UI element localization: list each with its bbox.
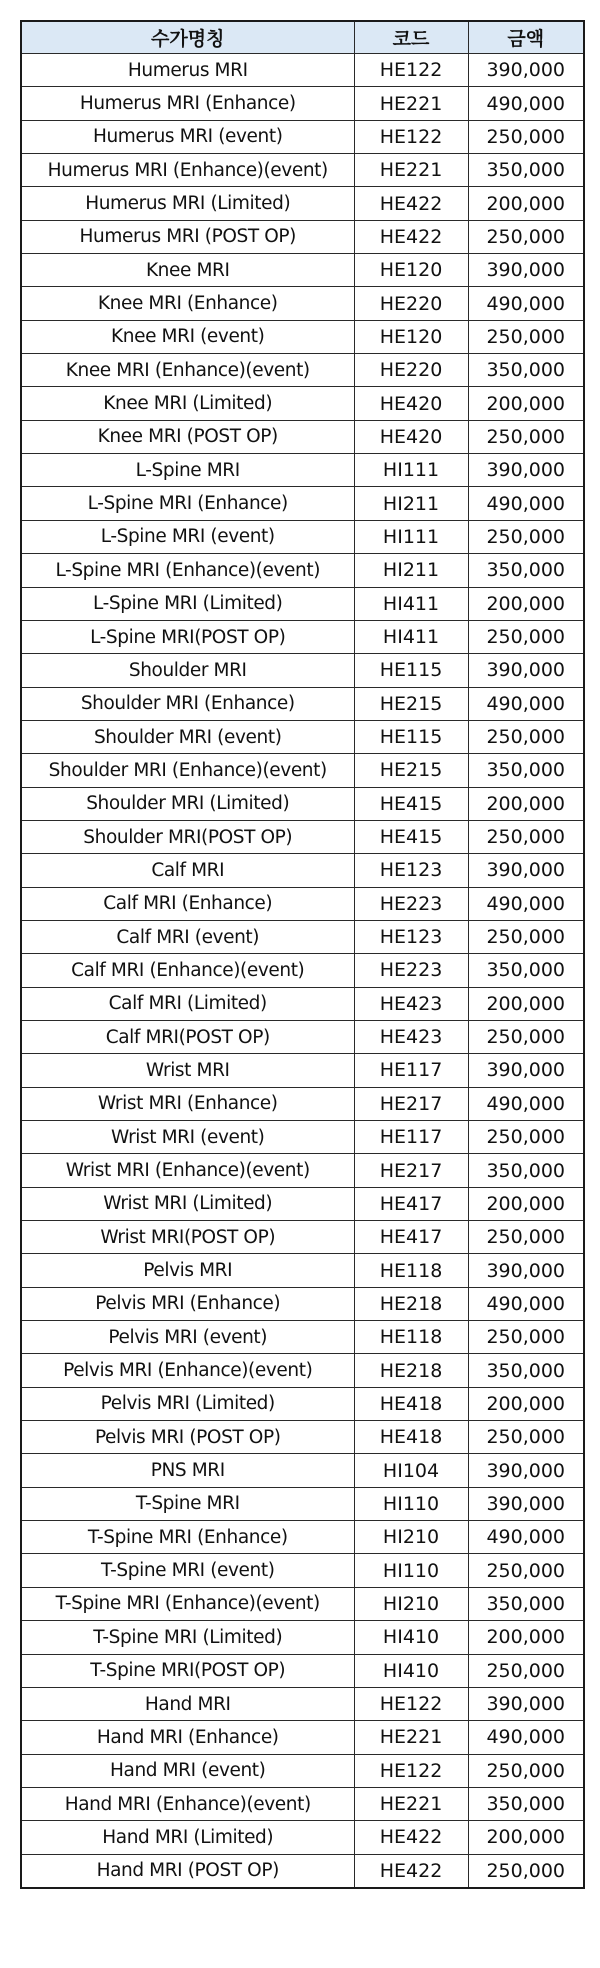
table-row xyxy=(21,1187,584,1220)
cell-amount: 250,000 xyxy=(468,820,584,853)
cell-code: HE423 xyxy=(354,987,468,1020)
table-row xyxy=(21,387,584,420)
cell-code: HI211 xyxy=(354,487,468,520)
cell-name: L-Spine MRI xyxy=(21,454,354,487)
cell-amount: 390,000 xyxy=(468,854,584,887)
cell-amount: 390,000 xyxy=(468,54,584,87)
cell-name: Pelvis MRI (Limited) xyxy=(21,1387,354,1420)
table-row xyxy=(21,1287,584,1320)
cell-amount: 250,000 xyxy=(468,1020,584,1053)
cell-amount: 250,000 xyxy=(468,1654,584,1687)
cell-amount: 350,000 xyxy=(468,554,584,587)
cell-amount: 200,000 xyxy=(468,1621,584,1654)
cell-amount: 490,000 xyxy=(468,87,584,120)
table-row xyxy=(21,920,584,953)
table-row xyxy=(21,1654,584,1687)
table-body xyxy=(21,54,584,1888)
cell-code: HE123 xyxy=(354,854,468,887)
cell-code: HI211 xyxy=(354,554,468,587)
cell-code: HI410 xyxy=(354,1621,468,1654)
cell-name: Humerus MRI (Enhance)(event) xyxy=(21,154,354,187)
cell-name: Calf MRI(POST OP) xyxy=(21,1020,354,1053)
table-row xyxy=(21,820,584,853)
cell-code: HE417 xyxy=(354,1187,468,1220)
cell-name: Calf MRI (event) xyxy=(21,920,354,953)
cell-code: HE221 xyxy=(354,1721,468,1754)
cell-code: HE223 xyxy=(354,954,468,987)
cell-amount: 250,000 xyxy=(468,920,584,953)
cell-name: Shoulder MRI (Enhance) xyxy=(21,687,354,720)
cell-code: HI410 xyxy=(354,1654,468,1687)
cell-amount: 200,000 xyxy=(468,1187,584,1220)
cell-code: HE218 xyxy=(354,1287,468,1320)
cell-amount: 490,000 xyxy=(468,1521,584,1554)
table-row xyxy=(21,220,584,253)
cell-amount: 390,000 xyxy=(468,1687,584,1720)
table-row xyxy=(21,787,584,820)
table-row xyxy=(21,954,584,987)
cell-code: HI110 xyxy=(354,1487,468,1520)
table-row xyxy=(21,87,584,120)
table-row xyxy=(21,1521,584,1554)
cell-name: Shoulder MRI(POST OP) xyxy=(21,820,354,853)
cell-name: T-Spine MRI (Enhance)(event) xyxy=(21,1587,354,1620)
cell-code: HE415 xyxy=(354,820,468,853)
cell-code: HE117 xyxy=(354,1121,468,1154)
table-row xyxy=(21,1854,584,1888)
cell-code: HE415 xyxy=(354,787,468,820)
cell-code: HE122 xyxy=(354,1687,468,1720)
cell-amount: 250,000 xyxy=(468,120,584,153)
table-row xyxy=(21,1387,584,1420)
cell-code: HE217 xyxy=(354,1087,468,1120)
table-row xyxy=(21,1354,584,1387)
cell-amount: 200,000 xyxy=(468,787,584,820)
table-row xyxy=(21,1487,584,1520)
cell-amount: 490,000 xyxy=(468,887,584,920)
cell-name: T-Spine MRI(POST OP) xyxy=(21,1654,354,1687)
cell-code: HE117 xyxy=(354,1054,468,1087)
table-row xyxy=(21,1621,584,1654)
cell-name: Calf MRI (Limited) xyxy=(21,987,354,1020)
cell-name: Humerus MRI (event) xyxy=(21,120,354,153)
cell-amount: 390,000 xyxy=(468,254,584,287)
cell-name: Knee MRI (Enhance) xyxy=(21,287,354,320)
cell-amount: 350,000 xyxy=(468,1154,584,1187)
cell-code: HE115 xyxy=(354,654,468,687)
header-name: 수가명칭 xyxy=(21,21,354,54)
table-row xyxy=(21,354,584,387)
table-row xyxy=(21,1421,584,1454)
cell-amount: 490,000 xyxy=(468,487,584,520)
table-row xyxy=(21,987,584,1020)
table-row xyxy=(21,320,584,353)
table-row xyxy=(21,1721,584,1754)
cell-code: HE420 xyxy=(354,387,468,420)
cell-name: Humerus MRI (Limited) xyxy=(21,187,354,220)
cell-name: Hand MRI (Limited) xyxy=(21,1821,354,1854)
cell-amount: 250,000 xyxy=(468,1221,584,1254)
cell-name: Wrist MRI (event) xyxy=(21,1121,354,1154)
cell-code: HI110 xyxy=(354,1554,468,1587)
cell-name: Shoulder MRI (Enhance)(event) xyxy=(21,754,354,787)
cell-name: Wrist MRI(POST OP) xyxy=(21,1221,354,1254)
cell-amount: 250,000 xyxy=(468,620,584,653)
cell-amount: 390,000 xyxy=(468,1454,584,1487)
table-row xyxy=(21,1787,584,1820)
cell-code: HE223 xyxy=(354,887,468,920)
cell-code: HI210 xyxy=(354,1521,468,1554)
table-row xyxy=(21,754,584,787)
table-row xyxy=(21,1121,584,1154)
cell-code: HE423 xyxy=(354,1020,468,1053)
cell-name: Hand MRI (POST OP) xyxy=(21,1854,354,1888)
cell-code: HE422 xyxy=(354,1854,468,1888)
cell-amount: 490,000 xyxy=(468,1087,584,1120)
cell-name: Hand MRI (Enhance)(event) xyxy=(21,1787,354,1820)
cell-name: PNS MRI xyxy=(21,1454,354,1487)
table-row xyxy=(21,1321,584,1354)
cell-name: Wrist MRI (Enhance)(event) xyxy=(21,1154,354,1187)
cell-amount: 200,000 xyxy=(468,387,584,420)
cell-code: HI111 xyxy=(354,454,468,487)
cell-amount: 350,000 xyxy=(468,954,584,987)
cell-name: L-Spine MRI (event) xyxy=(21,520,354,553)
cell-code: HE122 xyxy=(354,1754,468,1787)
cell-amount: 350,000 xyxy=(468,154,584,187)
cell-name: Hand MRI xyxy=(21,1687,354,1720)
cell-code: HE120 xyxy=(354,320,468,353)
cell-amount: 490,000 xyxy=(468,287,584,320)
table-row xyxy=(21,1087,584,1120)
cell-code: HE417 xyxy=(354,1221,468,1254)
cell-name: Pelvis MRI (Enhance)(event) xyxy=(21,1354,354,1387)
cell-amount: 490,000 xyxy=(468,1287,584,1320)
cell-name: Calf MRI (Enhance) xyxy=(21,887,354,920)
cell-code: HE221 xyxy=(354,154,468,187)
table-row xyxy=(21,187,584,220)
cell-name: Knee MRI (Enhance)(event) xyxy=(21,354,354,387)
table-row xyxy=(21,1687,584,1720)
price-table-container xyxy=(20,20,583,1889)
table-row xyxy=(21,654,584,687)
table-row xyxy=(21,1020,584,1053)
cell-code: HE122 xyxy=(354,54,468,87)
cell-name: L-Spine MRI(POST OP) xyxy=(21,620,354,653)
cell-amount: 490,000 xyxy=(468,1721,584,1754)
cell-code: HE418 xyxy=(354,1387,468,1420)
cell-name: Knee MRI (Limited) xyxy=(21,387,354,420)
cell-code: HE220 xyxy=(354,287,468,320)
table-row xyxy=(21,854,584,887)
table-row xyxy=(21,587,584,620)
cell-amount: 250,000 xyxy=(468,720,584,753)
cell-code: HI111 xyxy=(354,520,468,553)
cell-amount: 490,000 xyxy=(468,687,584,720)
table-row xyxy=(21,887,584,920)
cell-amount: 390,000 xyxy=(468,654,584,687)
cell-code: HI210 xyxy=(354,1587,468,1620)
cell-amount: 350,000 xyxy=(468,1354,584,1387)
table-row xyxy=(21,287,584,320)
cell-name: Hand MRI (Enhance) xyxy=(21,1721,354,1754)
cell-name: Calf MRI (Enhance)(event) xyxy=(21,954,354,987)
cell-code: HE115 xyxy=(354,720,468,753)
cell-amount: 390,000 xyxy=(468,1254,584,1287)
cell-name: L-Spine MRI (Enhance) xyxy=(21,487,354,520)
cell-amount: 250,000 xyxy=(468,1321,584,1354)
table-row xyxy=(21,454,584,487)
price-table xyxy=(20,20,585,1889)
table-row xyxy=(21,520,584,553)
cell-name: Wrist MRI (Enhance) xyxy=(21,1087,354,1120)
cell-code: HE217 xyxy=(354,1154,468,1187)
cell-amount: 200,000 xyxy=(468,987,584,1020)
cell-name: Shoulder MRI xyxy=(21,654,354,687)
cell-code: HE422 xyxy=(354,187,468,220)
table-row xyxy=(21,620,584,653)
table-header-row xyxy=(21,21,584,54)
cell-name: Shoulder MRI (Limited) xyxy=(21,787,354,820)
cell-code: HE218 xyxy=(354,1354,468,1387)
cell-name: Wrist MRI xyxy=(21,1054,354,1087)
table-row xyxy=(21,1587,584,1620)
cell-name: L-Spine MRI (Limited) xyxy=(21,587,354,620)
table-row xyxy=(21,720,584,753)
cell-name: Knee MRI (event) xyxy=(21,320,354,353)
table-row xyxy=(21,487,584,520)
cell-code: HE215 xyxy=(354,754,468,787)
table-row xyxy=(21,1221,584,1254)
cell-code: HE221 xyxy=(354,87,468,120)
cell-amount: 250,000 xyxy=(468,320,584,353)
cell-code: HE422 xyxy=(354,220,468,253)
cell-amount: 350,000 xyxy=(468,754,584,787)
table-row xyxy=(21,420,584,453)
cell-amount: 250,000 xyxy=(468,1554,584,1587)
cell-code: HE422 xyxy=(354,1821,468,1854)
table-row xyxy=(21,1554,584,1587)
cell-code: HE118 xyxy=(354,1254,468,1287)
header-amount: 금액 xyxy=(468,21,584,54)
cell-amount: 350,000 xyxy=(468,354,584,387)
table-row xyxy=(21,1054,584,1087)
table-row xyxy=(21,1454,584,1487)
cell-name: Humerus MRI xyxy=(21,54,354,87)
cell-name: T-Spine MRI (Enhance) xyxy=(21,1521,354,1554)
cell-amount: 250,000 xyxy=(468,1854,584,1888)
cell-code: HI411 xyxy=(354,620,468,653)
cell-name: Pelvis MRI (POST OP) xyxy=(21,1421,354,1454)
cell-name: Pelvis MRI (Enhance) xyxy=(21,1287,354,1320)
cell-amount: 350,000 xyxy=(468,1787,584,1820)
cell-name: Humerus MRI (Enhance) xyxy=(21,87,354,120)
cell-amount: 250,000 xyxy=(468,1121,584,1154)
cell-name: Calf MRI xyxy=(21,854,354,887)
cell-name: Pelvis MRI (event) xyxy=(21,1321,354,1354)
cell-amount: 200,000 xyxy=(468,1821,584,1854)
cell-code: HE420 xyxy=(354,420,468,453)
cell-amount: 350,000 xyxy=(468,1587,584,1620)
cell-name: Knee MRI xyxy=(21,254,354,287)
cell-amount: 250,000 xyxy=(468,1421,584,1454)
cell-amount: 390,000 xyxy=(468,1054,584,1087)
cell-name: Humerus MRI (POST OP) xyxy=(21,220,354,253)
cell-amount: 250,000 xyxy=(468,1754,584,1787)
cell-name: Shoulder MRI (event) xyxy=(21,720,354,753)
cell-name: Wrist MRI (Limited) xyxy=(21,1187,354,1220)
cell-amount: 390,000 xyxy=(468,454,584,487)
table-row xyxy=(21,54,584,87)
table-row xyxy=(21,120,584,153)
cell-name: Pelvis MRI xyxy=(21,1254,354,1287)
table-row xyxy=(21,154,584,187)
cell-code: HE221 xyxy=(354,1787,468,1820)
cell-amount: 250,000 xyxy=(468,220,584,253)
cell-name: T-Spine MRI (event) xyxy=(21,1554,354,1587)
table-row xyxy=(21,687,584,720)
table-row xyxy=(21,254,584,287)
cell-name: L-Spine MRI (Enhance)(event) xyxy=(21,554,354,587)
cell-amount: 200,000 xyxy=(468,1387,584,1420)
cell-code: HE122 xyxy=(354,120,468,153)
table-row xyxy=(21,554,584,587)
cell-amount: 250,000 xyxy=(468,520,584,553)
cell-code: HE123 xyxy=(354,920,468,953)
header-code: 코드 xyxy=(354,21,468,54)
cell-code: HE220 xyxy=(354,354,468,387)
cell-name: Hand MRI (event) xyxy=(21,1754,354,1787)
table-row xyxy=(21,1821,584,1854)
cell-code: HE215 xyxy=(354,687,468,720)
cell-code: HE120 xyxy=(354,254,468,287)
cell-code: HE118 xyxy=(354,1321,468,1354)
cell-code: HE418 xyxy=(354,1421,468,1454)
cell-name: Knee MRI (POST OP) xyxy=(21,420,354,453)
cell-code: HI104 xyxy=(354,1454,468,1487)
cell-name: T-Spine MRI (Limited) xyxy=(21,1621,354,1654)
table-row xyxy=(21,1154,584,1187)
cell-amount: 200,000 xyxy=(468,587,584,620)
cell-amount: 390,000 xyxy=(468,1487,584,1520)
table-row xyxy=(21,1254,584,1287)
cell-name: T-Spine MRI xyxy=(21,1487,354,1520)
cell-amount: 200,000 xyxy=(468,187,584,220)
cell-code: HI411 xyxy=(354,587,468,620)
table-row xyxy=(21,1754,584,1787)
cell-amount: 250,000 xyxy=(468,420,584,453)
